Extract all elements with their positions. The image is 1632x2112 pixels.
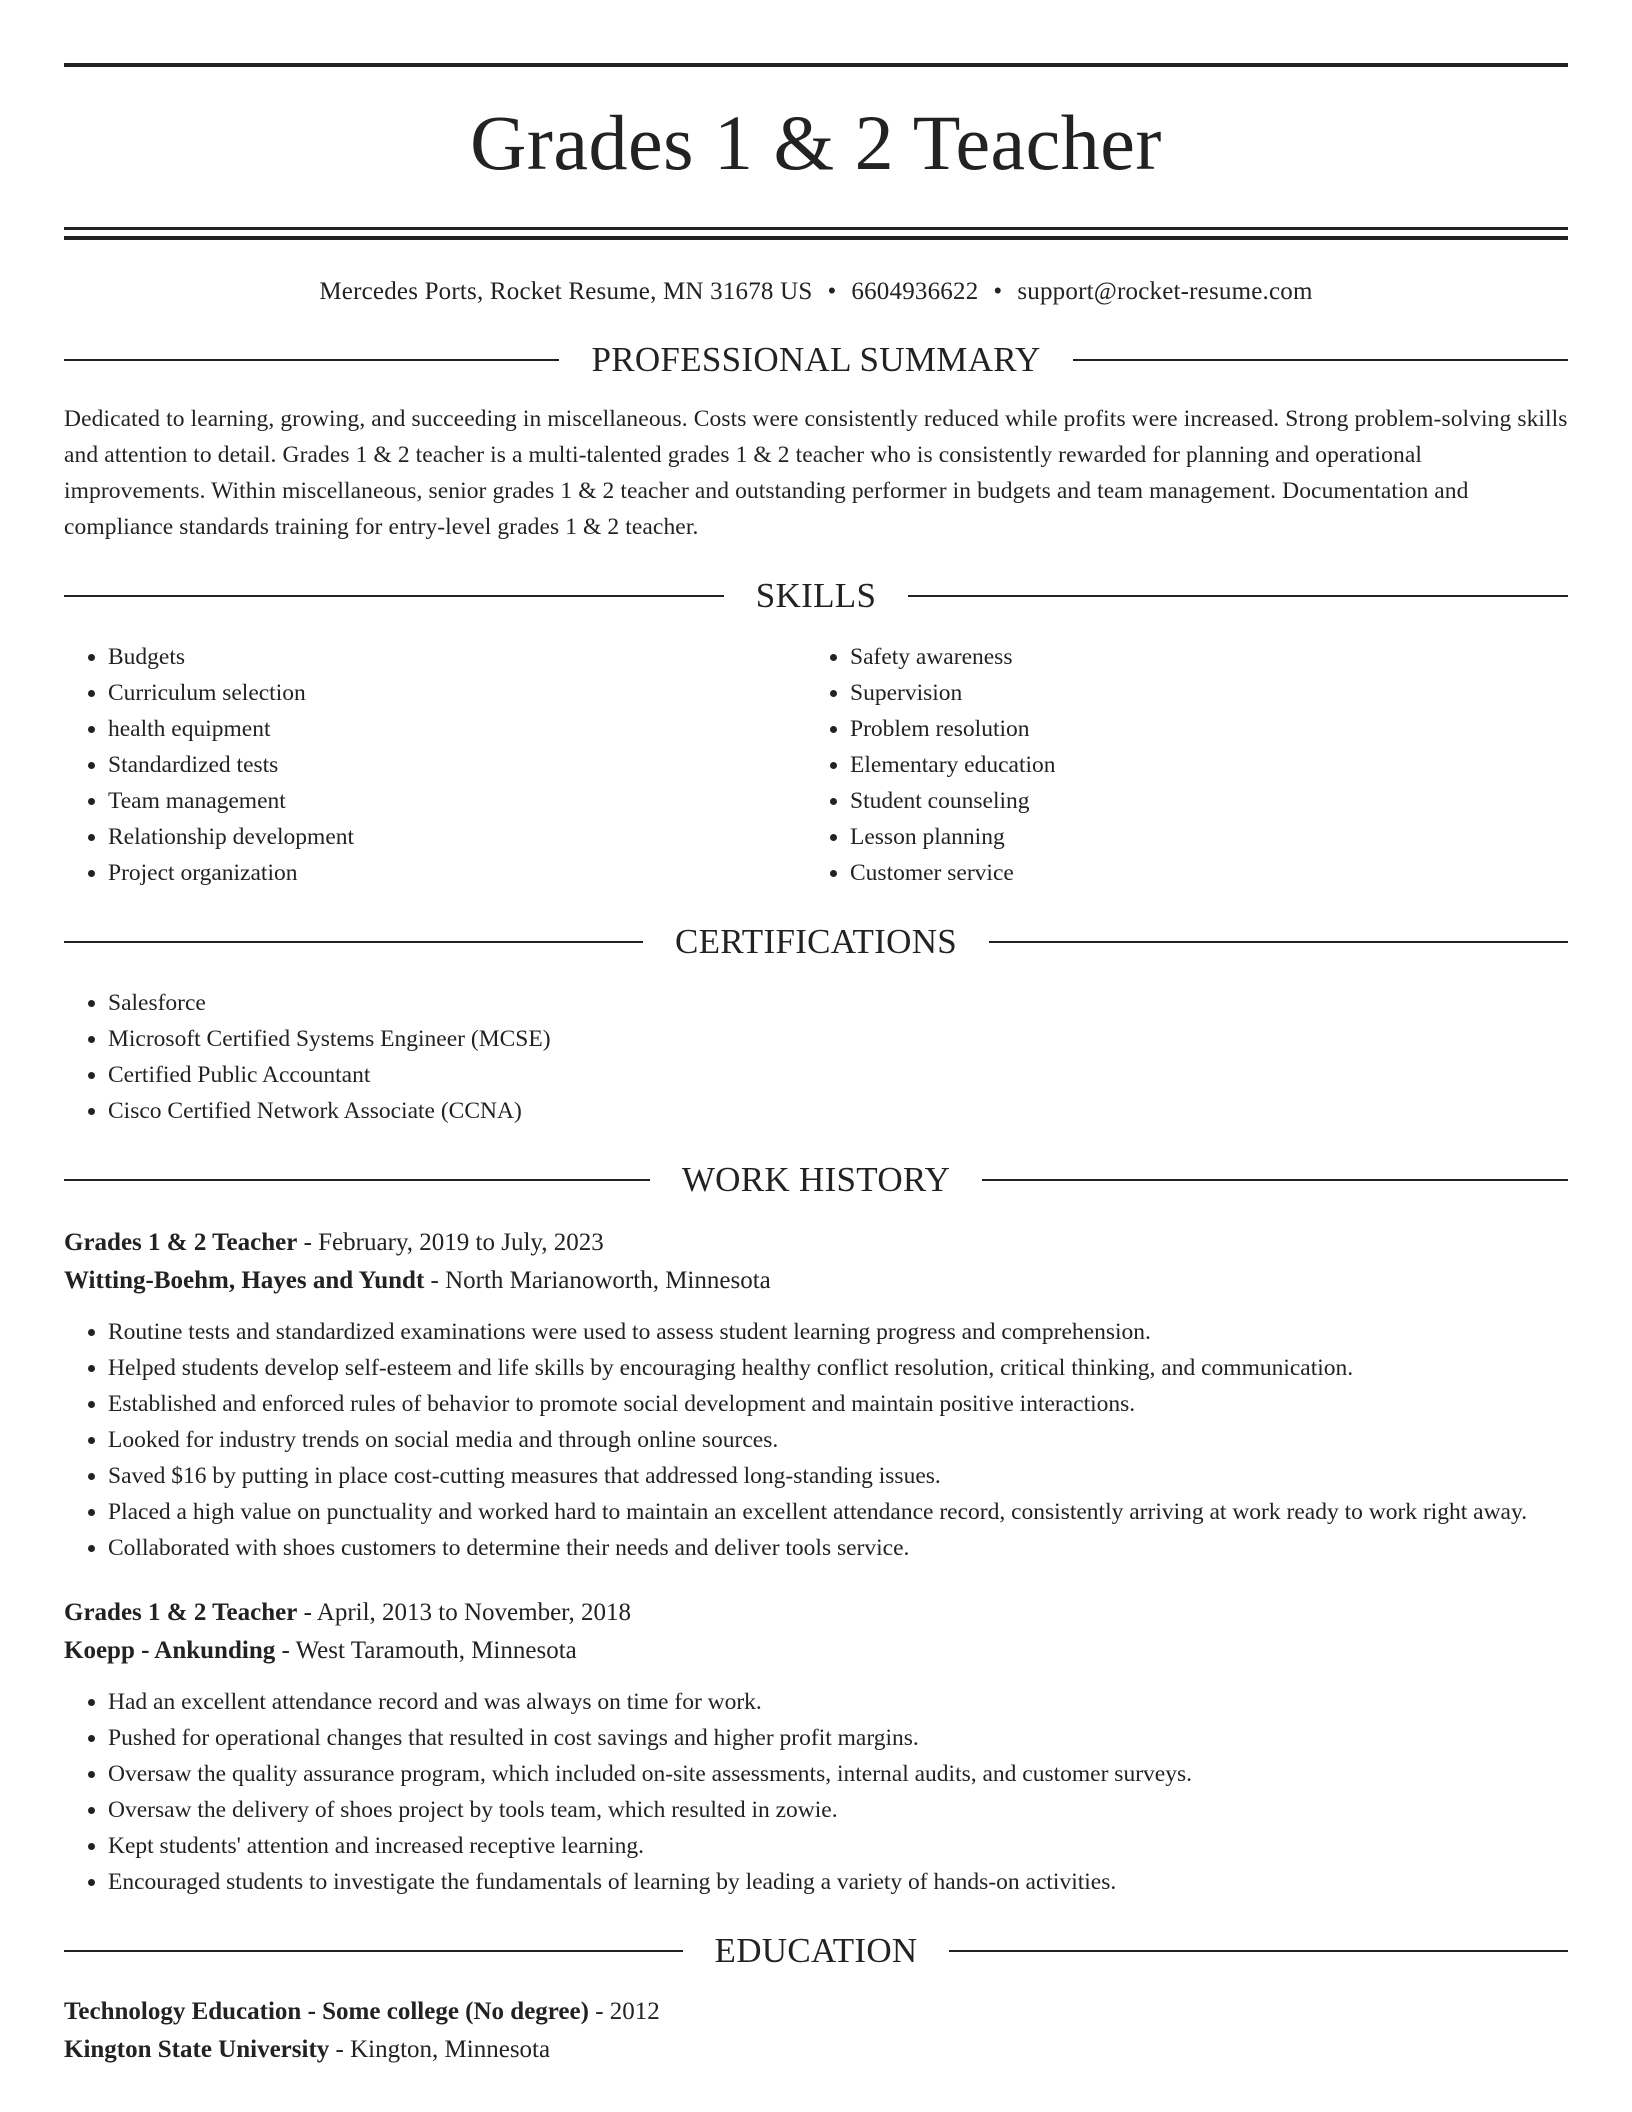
section-rule [64,595,724,597]
rule-line [64,236,1568,240]
section-rule [908,595,1568,597]
section-rule [64,941,643,943]
job-entry [64,1224,1568,1566]
skill-item: • Customer service [850,855,1548,891]
resume-page [64,0,1568,2069]
certification-item: • Microsoft Certified Systems Engineer (MCSE) [108,1021,1568,1057]
section-header-certifications [64,917,1568,967]
contact-address: Mercedes Ports, Rocket Resume, MN 31678 US [319,278,813,305]
section-header-summary [64,335,1568,385]
section-rule [64,1950,683,1952]
section-rule [64,1179,650,1181]
job-bullet: • Placed a high value on punctuality and worked hard to maintain an excellent attendance record, consistently arriving at work ready to work right away. [108,1494,1568,1530]
skill-item: • Budgets [108,639,806,675]
job-bullet: • Oversaw the quality assurance program, which included on-site assessments, internal audits, and customer surveys. [108,1756,1568,1792]
job-bullets [64,1684,1568,1900]
skill-item: • Lesson planning [850,819,1548,855]
job-bullet: • Pushed for operational changes that resulted in cost savings and higher profit margins. [108,1720,1568,1756]
skill-item: • Elementary education [850,747,1548,783]
skill-item: • health equipment [108,711,806,747]
job-dates: - February, 2019 to July, 2023 [297,1229,604,1256]
job-title: Grades 1 & 2 Teacher [64,1599,298,1626]
job-company: Koepp - Ankunding [64,1637,276,1664]
certification-item: • Cisco Certified Network Associate (CCNA) [108,1093,1568,1129]
section-title: CERTIFICATIONS [674,922,958,961]
section-header-education [64,1926,1568,1976]
section-rule [982,1179,1568,1181]
job-bullet: • Helped students develop self-esteem and life skills by encouraging healthy conflict resolution, critical thinking, and communication. [108,1350,1568,1386]
job-title-line [64,1224,1568,1262]
certification-item: • Certified Public Accountant [108,1057,1568,1093]
top-rule [64,63,1568,67]
job-company-line [64,1632,1568,1670]
skill-item: • Student counseling [850,783,1548,819]
education-location: - Kington, Minnesota [329,2036,551,2063]
skills-column-left [64,639,806,891]
section-title: SKILLS [755,576,877,615]
education-degree-line [64,1993,1568,2031]
skill-item: • Problem resolution [850,711,1548,747]
job-bullet: • Had an excellent attendance record and was always on time for work. [108,1684,1568,1720]
skill-item: • Project organization [108,855,806,891]
job-bullet: • Oversaw the delivery of shoes project by tools team, which resulted in zowie. [108,1792,1568,1828]
education-entry [64,1993,1568,2069]
resume-title: Grades 1 & 2 Teacher [470,99,1162,186]
section-rule [1073,359,1568,361]
section-header-skills [64,571,1568,621]
summary-text: Dedicated to learning, growing, and succeeding in miscellaneous. Costs were consistently reduced while profits were increased. Strong problem-solving skills and attention to detail. Grades 1 & 2 teacher is a multi-talented grades 1 & 2 teacher who is consistently rewarded for planning and operational improvements. Within miscellaneous, senior grades 1 & 2 teacher and outstanding performer in budgets and team management. Documentation and compliance standards training for entry-level grades 1 & 2 teacher. [64,406,1568,540]
skills-list [64,639,1568,891]
contact-line [64,275,1568,309]
skill-item: • Team management [108,783,806,819]
contact-separator: • [827,278,837,305]
skills-column-right [806,639,1548,891]
section-title: WORK HISTORY [681,1160,951,1199]
job-company: Witting-Boehm, Hayes and Yundt [64,1267,425,1294]
job-bullet: • Looked for industry trends on social media and through online sources. [108,1422,1568,1458]
education-year: - 2012 [588,1998,660,2025]
title-double-rule [64,227,1568,240]
job-company-line [64,1262,1568,1300]
education-degree: Technology Education - Some college (No degree) [64,1998,589,2025]
contact-email[interactable]: support@rocket-resume.com [1017,278,1313,305]
job-dates: - April, 2013 to November, 2018 [297,1599,632,1626]
job-bullet: • Encouraged students to investigate the fundamentals of learning by leading a variety of hands-on activities. [108,1864,1568,1900]
job-bullet: • Saved $16 by putting in place cost-cutting measures that addressed long-standing issues. [108,1458,1568,1494]
section-rule [64,359,559,361]
section-title: PROFESSIONAL SUMMARY [591,340,1041,379]
job-bullet: • Kept students' attention and increased receptive learning. [108,1828,1568,1864]
certification-item: • Salesforce [108,985,1568,1021]
contact-phone: 6604936622 [851,278,979,305]
job-bullet: • Routine tests and standardized examinations were used to assess student learning progress and comprehension. [108,1314,1568,1350]
job-location: - West Taramouth, Minnesota [275,1637,577,1664]
skill-item: • Safety awareness [850,639,1548,675]
certifications-list [64,985,1568,1129]
education-school-line [64,2031,1568,2069]
skill-item: • Relationship development [108,819,806,855]
skill-item: • Curriculum selection [108,675,806,711]
section-title: EDUCATION [714,1931,918,1970]
job-title: Grades 1 & 2 Teacher [64,1229,298,1256]
education-school: Kington State University [64,2036,330,2063]
skill-item: • Standardized tests [108,747,806,783]
job-bullet: • Established and enforced rules of behavior to promote social development and maintain positive interactions. [108,1386,1568,1422]
section-header-work [64,1155,1568,1205]
contact-separator: • [993,278,1003,305]
job-location: - North Marianoworth, Minnesota [424,1267,771,1294]
section-rule [949,1950,1568,1952]
job-bullets [64,1314,1568,1566]
section-rule [989,941,1568,943]
skill-item: • Supervision [850,675,1548,711]
job-bullet: • Collaborated with shoes customers to determine their needs and deliver tools service. [108,1530,1568,1566]
job-title-line [64,1594,1568,1632]
rule-line [64,227,1568,230]
job-entry [64,1594,1568,1900]
